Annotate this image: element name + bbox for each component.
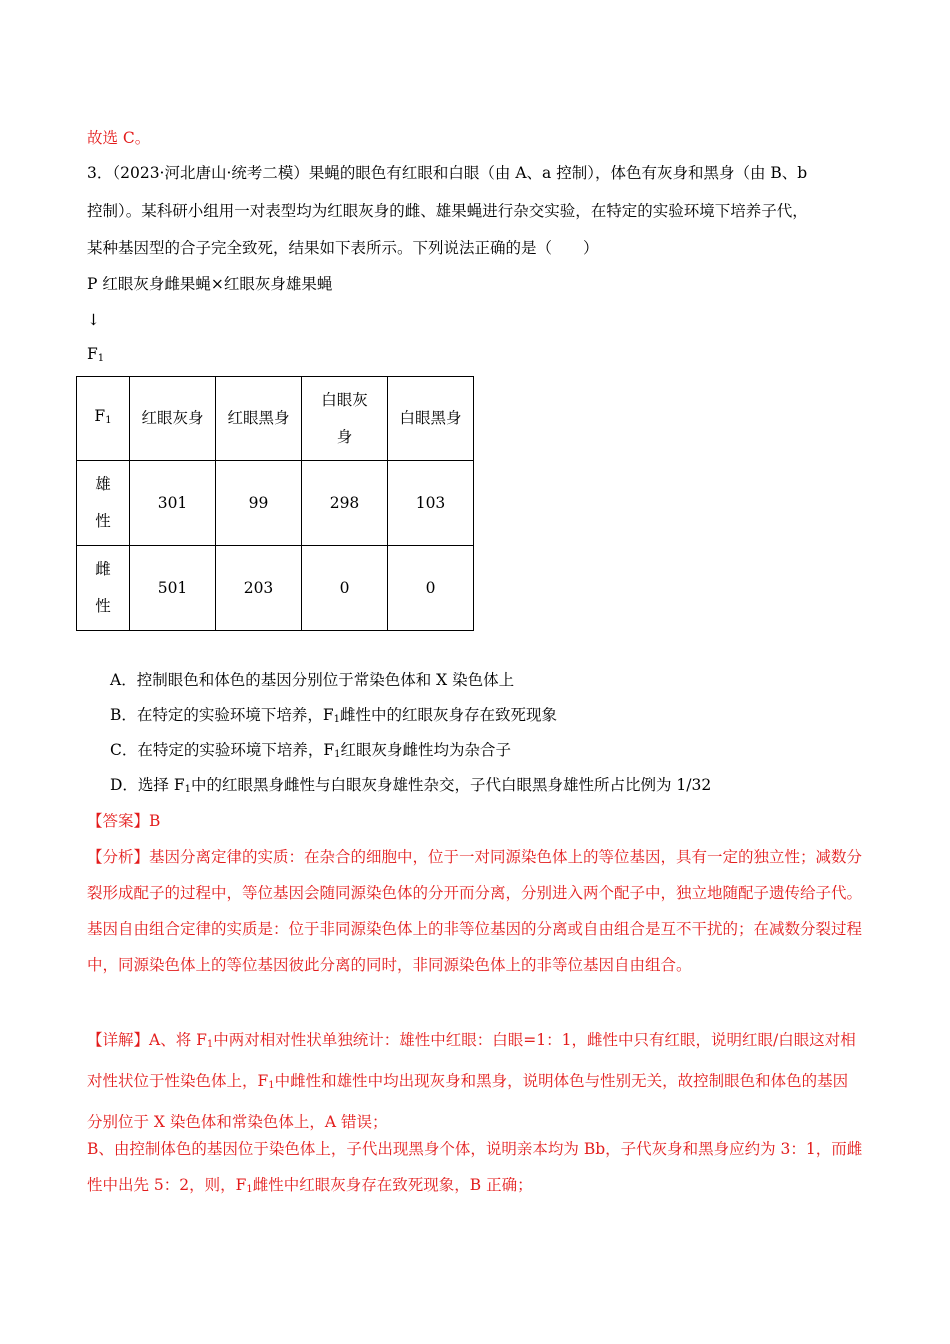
table-cell: 0: [302, 546, 388, 631]
answer: 【答案】B: [87, 812, 161, 830]
table-header-cell: 红眼灰身: [130, 377, 216, 461]
table-row: [77, 461, 474, 546]
table-header-cell: 红眼黑身: [216, 377, 302, 461]
table-cell: 99: [216, 461, 302, 546]
cross-arrow: ↓: [87, 311, 100, 329]
table-header-f1: $F_1$: [77, 377, 130, 461]
table-cell: 103: [388, 461, 474, 546]
row-label-female: 雌性: [77, 546, 130, 631]
question-line-1: 3．（2023·河北唐山·统考二模）果蝇的眼色有红眼和白眼（由 A、a 控制），体色有灰身和黑身（由 B、b: [87, 164, 808, 182]
detail-paragraph-a: 【详解】A、将 $F_1$中两对相对性状单独统计：雄性中红眼：白眼=1：1，雌性中只有红眼，说明红眼/白眼这对相对性状位于性染色体上，$F_1$中雌性和雄性中均出现灰身和黑身，说明体色与性别无关，故控制眼色和体色的基因分别位于 X 染色体和常染色体上，A 错误；: [87, 1031, 856, 1131]
table-header-cell: 白眼灰身: [302, 377, 388, 461]
analysis: 【分析】基因分离定律的实质：在杂合的细胞中，位于一对同源染色体上的等位基因，具有一定的独立性；减数分裂形成配子的过程中，等位基因会随同源染色体的分开而分离，分别进入两个配子中，独立地随配子遗传给子代。基因自由组合定律的实质是：位于非同源染色体上的非等位基因的分离或自由组合是互不干扰的；在减数分裂过程中，同源染色体上的等位基因彼此分离的同时，非同源染色体上的非等位基因自由组合。: [87, 848, 863, 974]
table-cell: 501: [130, 546, 216, 631]
table-header-cell: 白眼黑身: [388, 377, 474, 461]
table-cell: 203: [216, 546, 302, 631]
table-cell: 298: [302, 461, 388, 546]
table-header-row: [77, 377, 474, 461]
table-row: [77, 546, 474, 631]
table-cell: 0: [388, 546, 474, 631]
option-c: C．在特定的实验环境下培养，$F_1$红眼灰身雌性均为杂合子: [110, 741, 512, 760]
question-line-3: 某种基因型的合子完全致死，结果如下表所示。下列说法正确的是（ ）: [87, 239, 599, 257]
cross-parents: P 红眼灰身雌果蝇×红眼灰身雄果蝇: [87, 275, 333, 293]
option-a: A．控制眼色和体色的基因分别位于常染色体和 X 染色体上: [110, 671, 515, 689]
option-b: B．在特定的实验环境下培养，$F_1$雌性中的红眼灰身存在致死现象: [110, 706, 558, 725]
question-line-2: 控制）。某科研小组用一对表型均为红眼灰身的雌、雄果蝇进行杂交实验，在特定的实验环境下培养子代，: [87, 202, 808, 220]
f1-label: $F_1$: [87, 345, 105, 364]
row-label-male: 雄性: [77, 461, 130, 546]
option-d: D．选择 $F_1$中的红眼黑身雌性与白眼灰身雄性杂交，子代白眼黑身雄性所占比例为 1/32: [110, 776, 712, 795]
detail-paragraph-b: B、由控制体色的基因位于染色体上，子代出现黑身个体，说明亲本均为 Bb，子代灰身和黑身应约为 3：1，而雌性中出先 5：2，则，$F_1$雌性中红眼灰身存在致死现象，B 正确；: [87, 1140, 863, 1195]
results-table: [76, 376, 474, 631]
previous-conclusion: 故选 C。: [87, 129, 151, 147]
table-cell: 301: [130, 461, 216, 546]
